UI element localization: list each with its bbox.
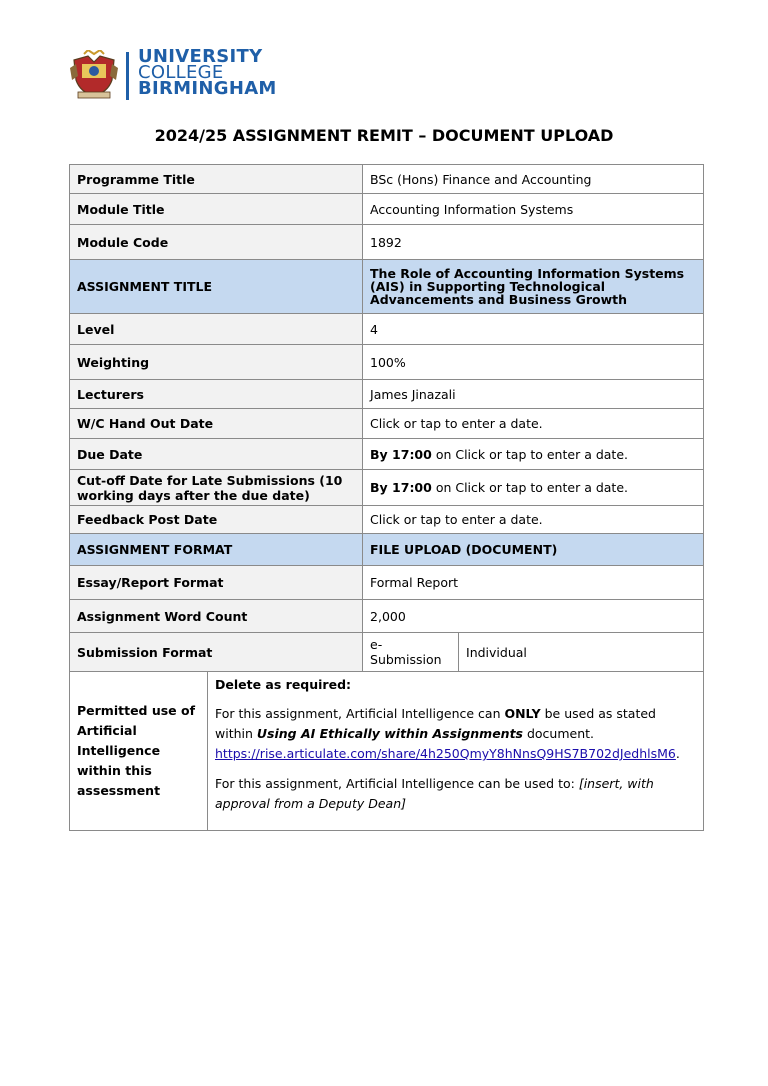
table-row [70, 470, 704, 506]
university-logo [68, 48, 288, 104]
hand-out-date-field[interactable]: Click or tap to enter a date. [363, 409, 704, 439]
ai-permission-label: Permitted use of Artificial Intelligence within this assessment [77, 703, 196, 798]
hand-out-date-label: W/C Hand Out Date [70, 409, 363, 439]
module-title-value[interactable]: Accounting Information Systems [363, 194, 704, 225]
table-row [70, 439, 704, 470]
page-title: 2024/25 ASSIGNMENT REMIT – DOCUMENT UPLOAD [154, 126, 614, 145]
table-row [70, 506, 704, 534]
remit-table [69, 164, 704, 831]
crest-icon [68, 50, 120, 100]
ai-option-only-text-c: document. [523, 726, 595, 741]
level-label: Level [70, 314, 363, 345]
ai-link-period: . [675, 746, 680, 761]
table-row [70, 165, 704, 194]
logo-line-3: BIRMINGHAM [138, 78, 277, 99]
ai-option-only-text-a: For this assignment, Artificial Intelligence can [215, 706, 505, 721]
due-date-label: Due Date [70, 439, 363, 470]
feedback-date-field[interactable]: Click or tap to enter a date. [363, 506, 704, 534]
programme-title-label: Programme Title [70, 165, 363, 194]
ai-guidance-doc-title: Using AI Ethically within Assignments [256, 726, 523, 741]
table-row [70, 566, 704, 600]
cutoff-date-label: Cut-off Date for Late Submissions (10 working days after the due date) [70, 470, 363, 506]
ai-permission-label-cell [70, 672, 208, 831]
table-row [70, 534, 704, 566]
ai-option-custom-placeholder: [insert, with approval from a Deputy Dean] [215, 776, 654, 811]
ai-delete-note: Delete as required: [215, 677, 352, 692]
weighting-value[interactable]: 100% [363, 345, 704, 380]
cutoff-date-time: By 17:00 [370, 480, 432, 495]
assignment-format-value: FILE UPLOAD (DOCUMENT) [363, 534, 704, 566]
due-date-time: By 17:00 [370, 446, 432, 462]
programme-title-value[interactable]: BSc (Hons) Finance and Accounting [363, 165, 704, 194]
submission-format-label: Submission Format [70, 633, 363, 672]
ai-option-only-text-b: be used as stated within [215, 706, 656, 741]
table-row [70, 314, 704, 345]
logo-line-2: COLLEGE [138, 62, 224, 83]
submission-format-type[interactable]: Individual [459, 633, 704, 672]
table-row [70, 600, 704, 633]
logo-divider [126, 52, 129, 100]
due-date-value: on Click or tap to enter a date. [431, 446, 628, 462]
table-row [70, 345, 704, 380]
ai-only-emphasis: ONLY [504, 706, 541, 721]
ai-guidance-link[interactable]: https://rise.articulate.com/share/4h250QmyY8hNnsQ9HS7B702dJedhlsM6 [215, 746, 676, 761]
module-title-label: Module Title [70, 194, 363, 225]
assignment-format-label: ASSIGNMENT FORMAT [70, 534, 363, 566]
table-row [70, 225, 704, 260]
ai-option-custom[interactable] [215, 774, 696, 814]
module-code-label: Module Code [70, 225, 363, 260]
word-count-value[interactable]: 2,000 [363, 600, 704, 633]
ai-option-custom-colon: : [570, 776, 575, 791]
table-row [70, 633, 704, 672]
lecturers-value[interactable]: James Jinazali [363, 380, 704, 409]
level-value[interactable]: 4 [363, 314, 704, 345]
essay-format-label: Essay/Report Format [70, 566, 363, 600]
table-row [70, 260, 704, 314]
table-row [70, 672, 704, 831]
logo-line-1: UNIVERSITY [138, 46, 263, 67]
ai-option-custom-text: For this assignment, Artificial Intelligence can be used to [215, 776, 571, 791]
weighting-label: Weighting [70, 345, 363, 380]
logo-wordmark [138, 46, 277, 99]
table-row [70, 380, 704, 409]
ai-permission-content [208, 672, 704, 831]
cutoff-date-field[interactable] [363, 470, 704, 506]
module-code-value[interactable]: 1892 [363, 225, 704, 260]
submission-format-mode[interactable]: e-Submission [363, 633, 459, 672]
assignment-title-label: ASSIGNMENT TITLE [70, 260, 363, 314]
table-row [70, 194, 704, 225]
ai-option-only[interactable] [215, 704, 696, 764]
due-date-field[interactable] [363, 439, 704, 470]
lecturers-label: Lecturers [70, 380, 363, 409]
essay-format-value[interactable]: Formal Report [363, 566, 704, 600]
assignment-title-value[interactable]: The Role of Accounting Information Systems (AIS) in Supporting Technological Advancements and Business Growth [363, 260, 704, 314]
cutoff-date-value: on Click or tap to enter a date. [431, 480, 628, 495]
word-count-label: Assignment Word Count [70, 600, 363, 633]
table-row [70, 409, 704, 439]
feedback-date-label: Feedback Post Date [70, 506, 363, 534]
